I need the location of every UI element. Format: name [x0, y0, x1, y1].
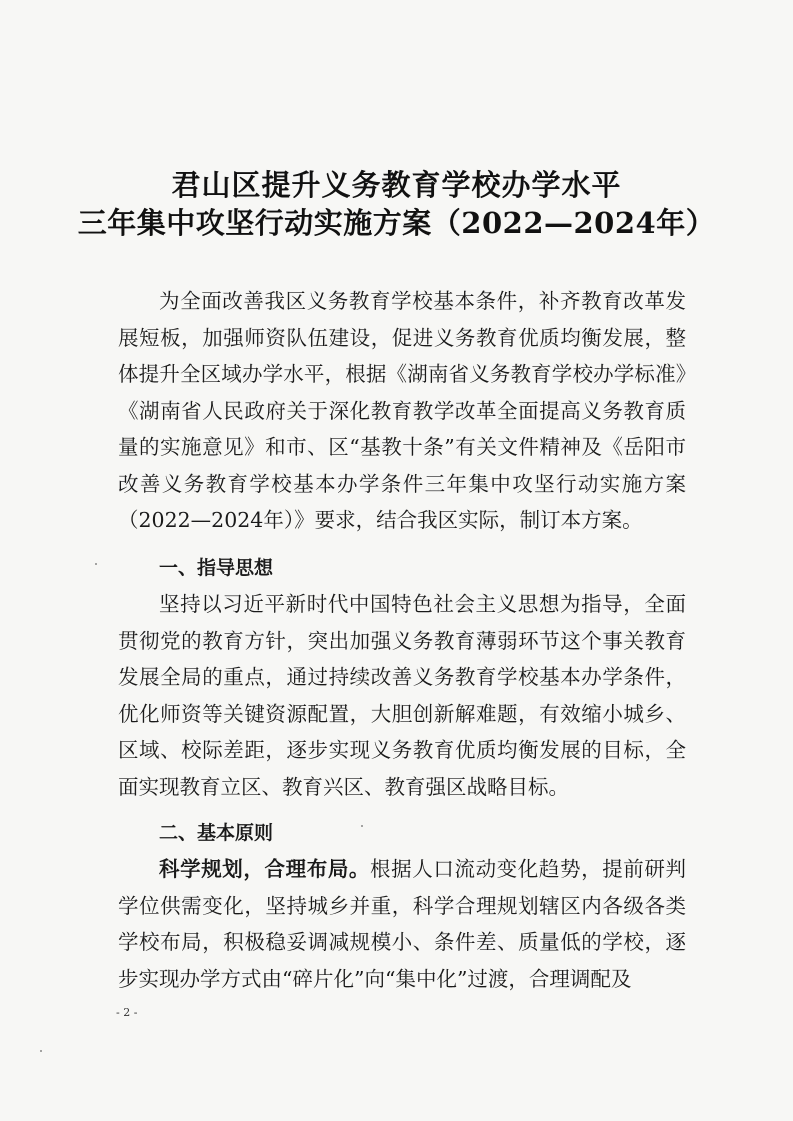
scan-speck — [40, 1050, 42, 1052]
page-number: - 2 - — [116, 1006, 138, 1019]
intro-paragraph: 为全面改善我区义务教育学校基本条件，补齐教育改革发展短板，加强师资队伍建设，促进义务教育优质均衡发展，整体提升全区域办学水平，根据《湖南省义务教育学校办学标准》《湖南省人民政府关于深化教育教学改革全面提高义务教育质量的实施意见》和市、区“基教十条”有关文件精神及《岳阳市改善义务教育学校基本办学条件三年集中攻坚行动实施方案（2022—2024年）》要求，结合我区实际，制订本方案。 — [118, 289, 686, 532]
document-title-line-2: 三年集中攻坚行动实施方案（2022—2024年） — [77, 206, 716, 240]
section-heading-basic-principles: 二、基本原则 — [159, 822, 274, 844]
document-title-line-1: 君山区提升义务教育学校办学水平 — [171, 168, 622, 202]
scan-speck — [95, 563, 97, 565]
principle-lead: 科学规划，合理布局。 — [159, 857, 371, 881]
scan-speck — [361, 825, 363, 827]
section-heading-guiding-ideology: 一、指导思想 — [159, 557, 274, 579]
guiding-ideology-paragraph: 坚持以习近平新时代中国特色社会主义思想为指导，全面贯彻党的教育方针，突出加强义务教育薄弱环节这个事关教育发展全局的重点，通过持续改善义务教育学校基本办学条件，优化师资等关键资源配置，大胆创新解难题，有效缩小城乡、区域、校际差距，逐步实现义务教育优质均衡发展的目标，全面实现教育立区、教育兴区、教育强区战略目标。 — [118, 592, 686, 799]
basic-principles-paragraph — [118, 851, 686, 997]
principle-text: 根据人口流动变化趋势，提前研判学位供需变化，坚持城乡并重，科学合理规划辖区内各级各类学校布局，积极稳妥调减规模小、条件差、质量低的学校，逐步实现办学方式由“碎片化”向“集中化”过渡，合理调配及 — [118, 857, 687, 991]
